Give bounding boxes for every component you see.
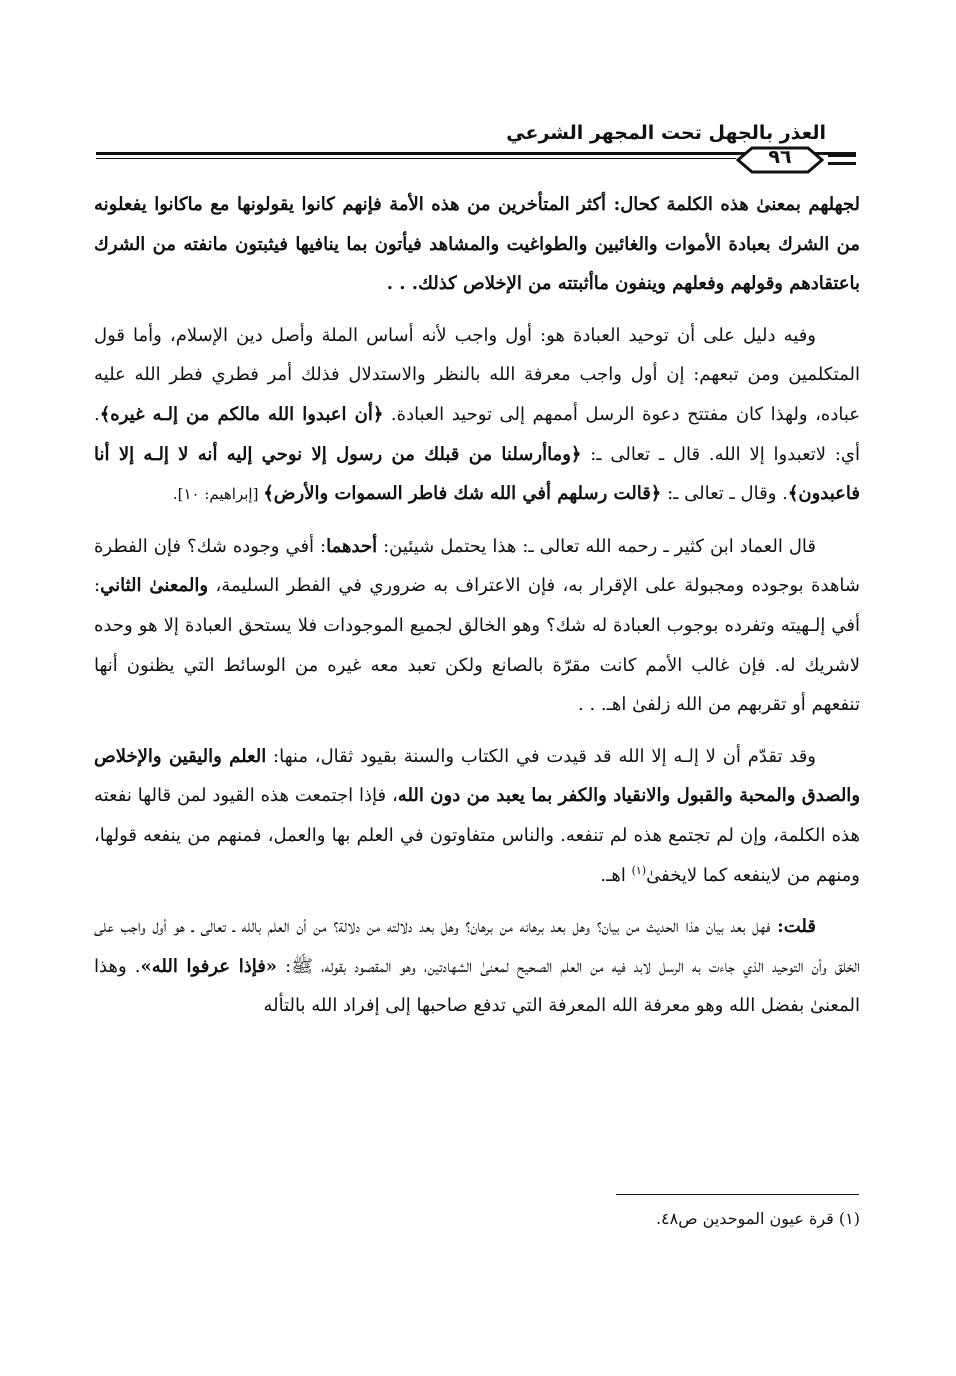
text-segment: : أفي إلـهيته وتفرده بوجوب العبادة له شك؟ وهو الخالق لجميع الموجودات فلا يستحق العبادة إلا هو وحده لاشريك له. فإن غالب الأمم كانت مقرّة بالصانع ولكن تعبد معه غيره من الوسائط التي يظنون أنها تنفعهم أو تقربهم من الله زلفىٰ اهـ. . . — [94, 575, 860, 716]
text-segment: [إبراهيم: ١٠]. — [172, 485, 264, 504]
text-segment: ، فإذا اجتمعت هذه القيود لمن قالها نفعته هذه الكلمة، وإن لم تجتمع هذه لم تنفعه. والناس متفاوتون في العلم بها والعمل، فمنهم من ينفعه قولها، ومنهم من لاينفعه كما لايخفىٰ — [94, 785, 860, 886]
text-segment: وقد تقدّم أن لا إلـه إلا الله قد قيدت في الكتاب والسنة بقيود ثقال، منها: — [266, 745, 817, 767]
bold-text-segment: أحدهما — [326, 535, 378, 557]
footnote-separator — [616, 1194, 859, 1195]
bold-text-segment: قلت: — [777, 916, 816, 938]
paragraph — [94, 316, 860, 515]
bold-text-segment: العلم واليقين والإخلاص والصدق والمحبة والقبول والانقياد والكفر بما يعبد من دون الله — [94, 745, 861, 807]
running-header-title: العذر بالجهل تحت المجهر الشرعي — [506, 122, 826, 144]
text-segment: . وهذا المعنىٰ بفضل الله وهو معرفة الله المعرفة التي تدفع صاحبها إلى إفراد الله بالتأله — [94, 955, 860, 1017]
bold-text-segment: ﴿أن اعبدوا الله مالكم من إلـه غيره﴾ — [99, 403, 384, 425]
paragraph — [94, 907, 860, 1026]
text-segment: وفيه دليل على أن توحيد العبادة هو: أول واجب لأنه أساس الملة وأصل دين الإسلام، وأما قول المتكلمين ومن تبعهم: إن أول واجب معرفة الله بالنظر والاستدلال فذلك أمر فطري فطر الله عليه عباده، ولهذا كان مفتتح دعوة الرسل أممهم إلى توحيد العبادة. — [94, 324, 860, 425]
text-segment: . أي: لاتعبدوا إلا الله. قال ـ تعالى ـ: — [94, 403, 860, 465]
text-segment: . وقال ـ تعالى ـ: — [661, 483, 788, 505]
paragraph — [94, 737, 860, 895]
ornament-bar-bottom — [828, 162, 856, 165]
bold-text-segment: والمعنىٰ الثاني — [100, 575, 209, 597]
paragraph — [94, 185, 860, 304]
text-segment: قال العماد ابن كثير ـ رحمه الله تعالى ـ: هذا يحتمل شيئين: — [377, 535, 816, 557]
bold-text-segment: لجهلهم بمعنىٰ هذه الكلمة كحال: — [606, 194, 860, 215]
footnote: (١) قرة عيون الموحدين ص٤٨. — [655, 1209, 860, 1228]
bold-text-segment: ﴿قالت رسلهم أفي الله شك فاطر السموات والأرض﴾ — [263, 483, 662, 505]
bold-text-segment: «فإذا عرفوا الله» — [140, 955, 278, 977]
header-rule-thin — [96, 158, 736, 159]
bold-text-segment: ﴿وماأرسلنا من قبلك من رسول إلا نوحي إليه أنه لا إلـه إلا أنا فاعبدون﴾ — [94, 443, 860, 505]
page-number: ٩٦ — [768, 146, 792, 168]
text-segment: : أفي وجوده شك؟ فإن الفطرة شاهدة بوجوده ومجبولة على الإقرار به، فإن الاعتراف به ضروري في الفطر السليمة، — [94, 535, 860, 597]
body-text — [94, 185, 860, 1026]
paragraph — [94, 527, 860, 725]
text-segment: فهل بعد بيان هذا الحديث من بيان؟ وهل بعد برهانه من برهان؟ وهل بعد دلالته من دلالة؟ من أن العلم بالله ـ تعالى ـ هو أول واجب على الخلق وأن التوحيد الذي جاءت به الرسل لابد فيه من العلم الصحيح لمعنىٰ الشهادتين، وهو المقصود بقوله، ﷺ: — [94, 916, 860, 977]
ornament-bar-top — [828, 154, 856, 157]
text-segment: اهـ. — [600, 864, 632, 886]
footnote-marker: (١) — [631, 863, 647, 877]
bold-text-segment: أكثر المتأخرين من هذه الأمة فإنهم كانوا يقولونها مع ماكانوا يفعلونه من الشرك بعبادة الأموات والغائبين والطواغيت والمشاهد فيأتون بما ينافيها فيثبتون مانفته من الشرك باعتقادهم وقولهم وفعلهم وينفون ماأثبتته من الإخلاص كذلك. . . — [94, 194, 860, 295]
